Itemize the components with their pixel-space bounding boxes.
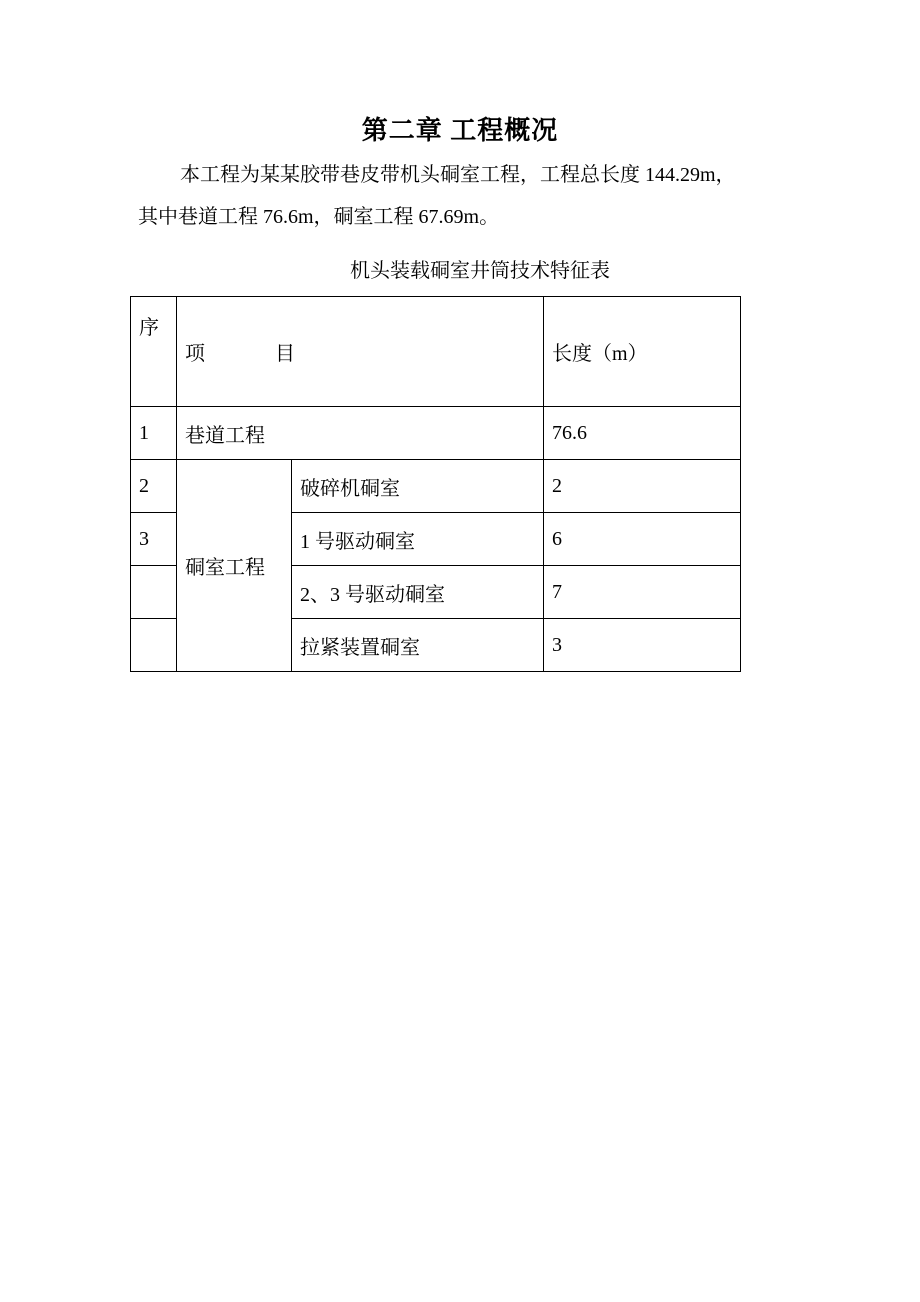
item-cell: 1 号驱动硐室	[292, 513, 544, 566]
intro-paragraph-line-2: 其中巷道工程 76.6m，硐室工程 67.69m。	[138, 206, 500, 228]
group-cell: 硐室工程	[177, 460, 292, 672]
seq-cell	[131, 619, 177, 672]
seq-cell: 1	[131, 407, 177, 460]
length-cell: 2	[544, 460, 741, 513]
item-cell: 破碎机硐室	[292, 460, 544, 513]
table-header-row	[131, 297, 741, 407]
intro-paragraph-line-1: 本工程为某某胶带巷皮带机头硐室工程，工程总长度 144.29m，	[180, 164, 736, 186]
header-item-part2: 目	[275, 343, 295, 365]
length-cell: 6	[544, 513, 741, 566]
header-item-cell	[177, 297, 544, 407]
table-row	[131, 460, 741, 513]
seq-cell: 3	[131, 513, 177, 566]
table-caption: 机头装载硐室井筒技术特征表	[350, 260, 610, 282]
page-title: 第二章 工程概况	[361, 116, 559, 145]
item-cell: 拉紧装置硐室	[292, 619, 544, 672]
seq-cell	[131, 566, 177, 619]
seq-cell: 2	[131, 460, 177, 513]
length-cell: 7	[544, 566, 741, 619]
length-cell: 3	[544, 619, 741, 672]
header-item-label	[185, 343, 295, 365]
header-seq-cell: 序	[131, 297, 177, 407]
spec-table	[130, 296, 741, 672]
header-length-cell: 长度（m）	[544, 297, 741, 407]
length-cell: 76.6	[544, 407, 741, 460]
item-cell: 2、3 号驱动硐室	[292, 566, 544, 619]
item-cell: 巷道工程	[177, 407, 544, 460]
table-row	[131, 407, 741, 460]
header-item-part1: 项	[185, 343, 205, 365]
